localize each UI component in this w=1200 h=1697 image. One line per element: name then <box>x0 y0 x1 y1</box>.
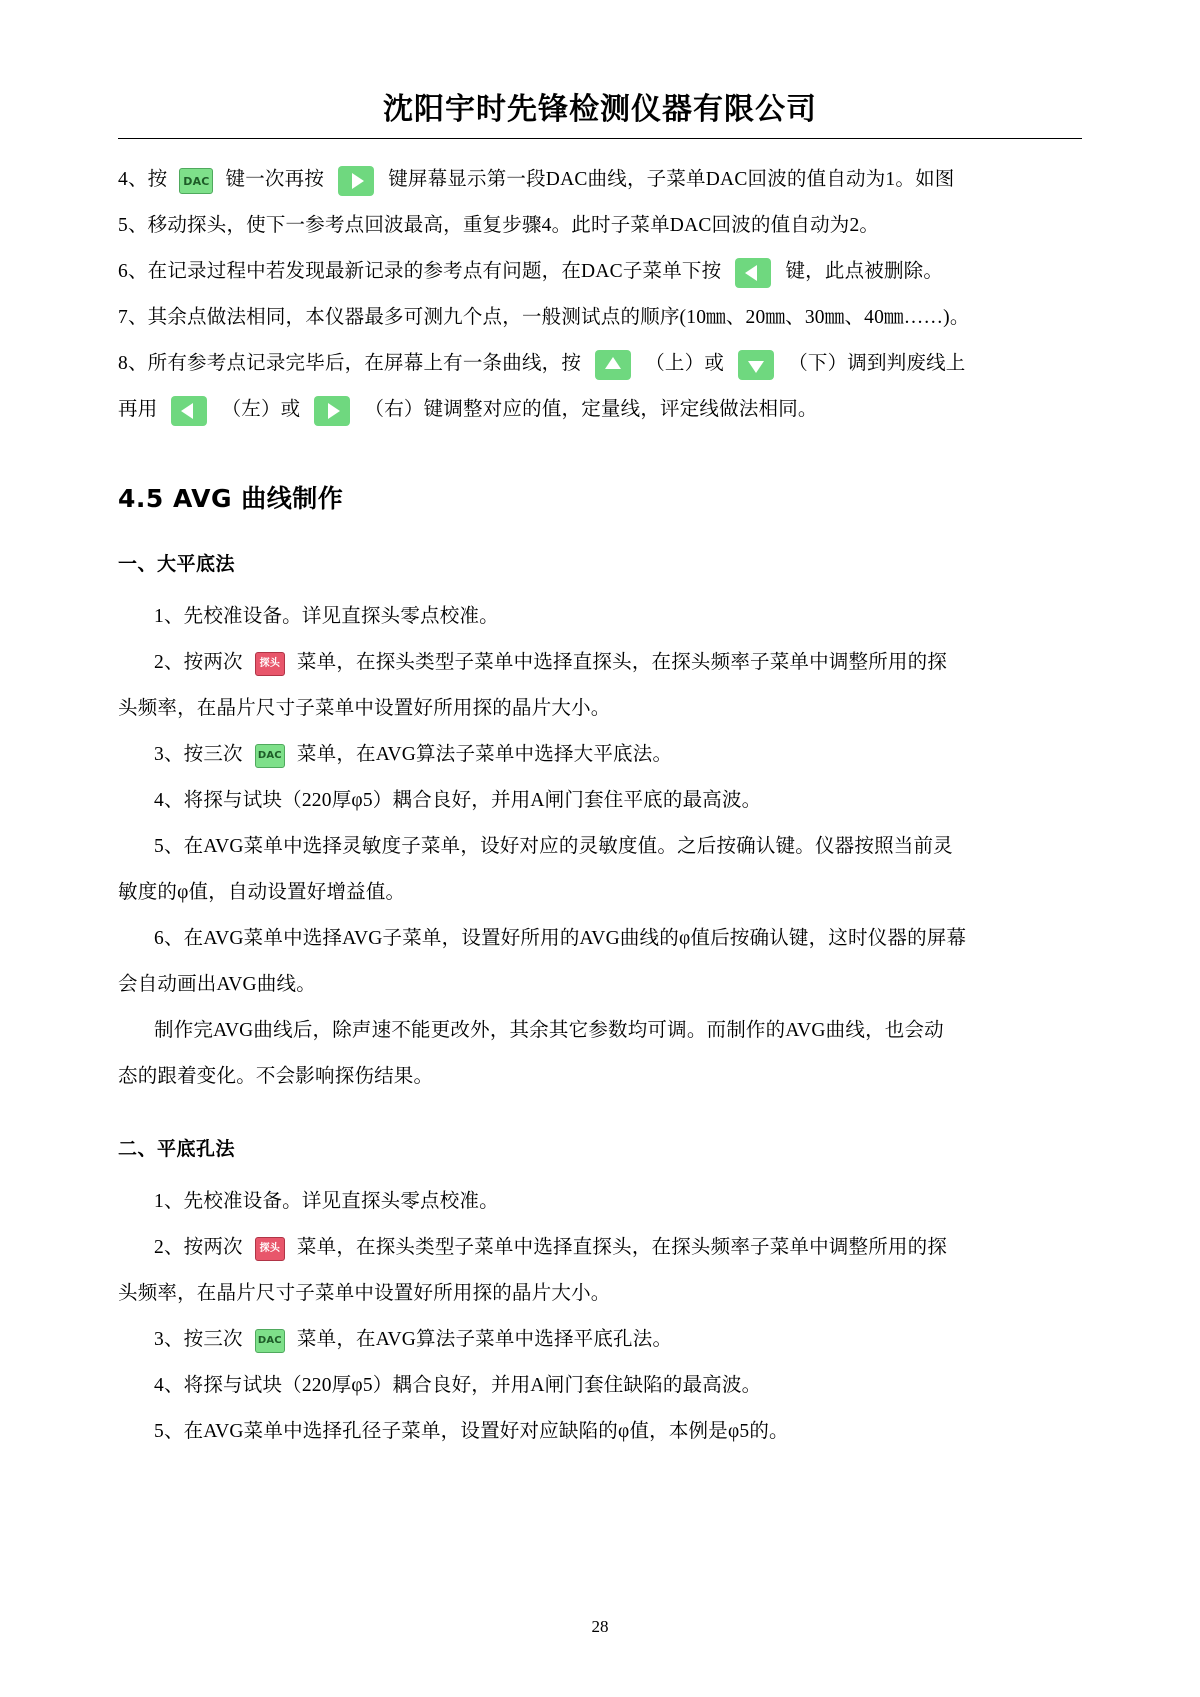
method-one-item-2-text-b: 菜单，在探头类型子菜单中选择直探头，在探头频率子菜单中调整所用的探 <box>296 652 948 673</box>
method-one-title: 一、大平底法 <box>118 553 236 575</box>
method-one-item-1: 1、先校准设备。详见直探头零点校准。 <box>154 606 499 627</box>
method-one-item-2-text-a: 2、按两次 <box>154 652 243 673</box>
method-one-item-4: 4、将探与试块（220厚φ5）耦合良好，并用A闸门套住平底的最高波。 <box>154 790 762 811</box>
probe-key-icon-2: 探头 <box>255 1237 285 1261</box>
right-arrow-key-icon-2 <box>314 396 350 426</box>
method-one-item-5-line2: 敏度的φ值，自动设置好增益值。 <box>118 882 406 903</box>
method-two-block <box>118 1179 1082 1455</box>
method-two-item-2-text-b: 菜单，在探头类型子菜单中选择直探头，在探头频率子菜单中调整所用的探 <box>296 1237 948 1258</box>
header-divider <box>118 138 1082 139</box>
method-two-item-3-text-b: 菜单，在AVG算法子菜单中选择平底孔法。 <box>296 1329 673 1350</box>
up-arrow-key-icon <box>595 350 631 380</box>
method-two-item-3 <box>118 1317 1082 1363</box>
method-one-item-6-line1: 6、在AVG菜单中选择AVG子菜单，设置好所用的AVG曲线的φ值后按确认键，这时仪器的屏幕 <box>154 928 967 949</box>
dac-step-5: 5、移动探头，使下一参考点回波最高，重复步骤4。此时子菜单DAC回波的值自动为2。 <box>118 215 880 236</box>
method-one-item-5-line1: 5、在AVG菜单中选择灵敏度子菜单，设好对应的灵敏度值。之后按确认键。仪器按照当前灵 <box>154 836 953 857</box>
page-header-title: 沈阳宇时先锋检测仪器有限公司 <box>383 92 817 127</box>
method-one-item-3-text-a: 3、按三次 <box>154 744 243 765</box>
left-arrow-key-icon <box>735 258 771 288</box>
dac-step-8-line1 <box>118 341 1082 387</box>
dac-step-8-text-c: （下）调到判废线上 <box>788 353 966 374</box>
dac-step-4 <box>118 157 1082 203</box>
dac-key-icon-2: DAC <box>255 744 285 768</box>
method-one-item-6-line2: 会自动画出AVG曲线。 <box>118 974 316 995</box>
section-title: 4.5 AVG 曲线制作 <box>118 484 344 513</box>
method-two-item-1: 1、先校准设备。详见直探头零点校准。 <box>154 1191 499 1212</box>
probe-key-icon: 探头 <box>255 652 285 676</box>
method-one-item-3-text-b: 菜单，在AVG算法子菜单中选择大平底法。 <box>296 744 673 765</box>
method-two-item-3-text-a: 3、按三次 <box>154 1329 243 1350</box>
method-one-block <box>118 594 1082 1100</box>
method-two-title: 二、平底孔法 <box>118 1138 236 1160</box>
method-one-item-3 <box>118 732 1082 778</box>
dac-step-8-text-f: （右）键调整对应的值，定量线，评定线做法相同。 <box>364 399 818 420</box>
method-two-item-2-text-a: 2、按两次 <box>154 1237 243 1258</box>
dac-step-4-text-a: 4、按 <box>118 169 168 190</box>
dac-step-4-text-b: 键一次再按 <box>225 169 325 190</box>
dac-step-8-text-d: 再用 <box>118 399 158 420</box>
method-two-item-2-line2: 头频率，在晶片尺寸子菜单中设置好所用探的晶片大小。 <box>118 1283 611 1304</box>
dac-key-icon-3: DAC <box>255 1329 285 1353</box>
method-one-note-line1: 制作完AVG曲线后，除声速不能更改外，其余其它参数均可调。而制作的AVG曲线，也会动 <box>154 1020 944 1041</box>
dac-step-6 <box>118 249 1082 295</box>
dac-key-icon: DAC <box>179 168 213 194</box>
dac-step-8-line2 <box>118 387 1082 433</box>
page-footer <box>0 1617 1200 1637</box>
left-arrow-key-icon-2 <box>171 396 207 426</box>
dac-step-6-text-a: 6、在记录过程中若发现最新记录的参考点有问题，在DAC子菜单下按 <box>118 261 722 282</box>
down-arrow-key-icon <box>738 350 774 380</box>
dac-step-6-text-b: 键，此点被删除。 <box>785 261 944 282</box>
dac-step-8-text-b: （上）或 <box>645 353 725 374</box>
dac-step-7: 7、其余点做法相同，本仪器最多可测九个点，一般测试点的顺序(10㎜、20㎜、30㎜、40㎜……)。 <box>118 307 970 328</box>
right-arrow-key-icon <box>338 166 374 196</box>
dac-steps-block <box>118 157 1082 433</box>
dac-step-4-text-c: 键屏幕显示第一段DAC曲线，子菜单DAC回波的值自动为1。如图 <box>388 169 955 190</box>
dac-step-8-text-e: （左）或 <box>221 399 301 420</box>
method-one-item-2-line1 <box>118 640 1082 686</box>
method-one-item-2-line2: 头频率，在晶片尺寸子菜单中设置好所用探的晶片大小。 <box>118 698 611 719</box>
page-number: 28 <box>591 1617 609 1636</box>
method-two-item-5: 5、在AVG菜单中选择孔径子菜单，设置好对应缺陷的φ值，本例是φ5的。 <box>154 1421 789 1442</box>
method-two-item-2-line1 <box>118 1225 1082 1271</box>
method-two-item-4: 4、将探与试块（220厚φ5）耦合良好，并用A闸门套住缺陷的最高波。 <box>154 1375 762 1396</box>
method-one-note-line2: 态的跟着变化。不会影响探伤结果。 <box>118 1066 434 1087</box>
dac-step-8-text-a: 8、所有参考点记录完毕后，在屏幕上有一条曲线，按 <box>118 353 582 374</box>
